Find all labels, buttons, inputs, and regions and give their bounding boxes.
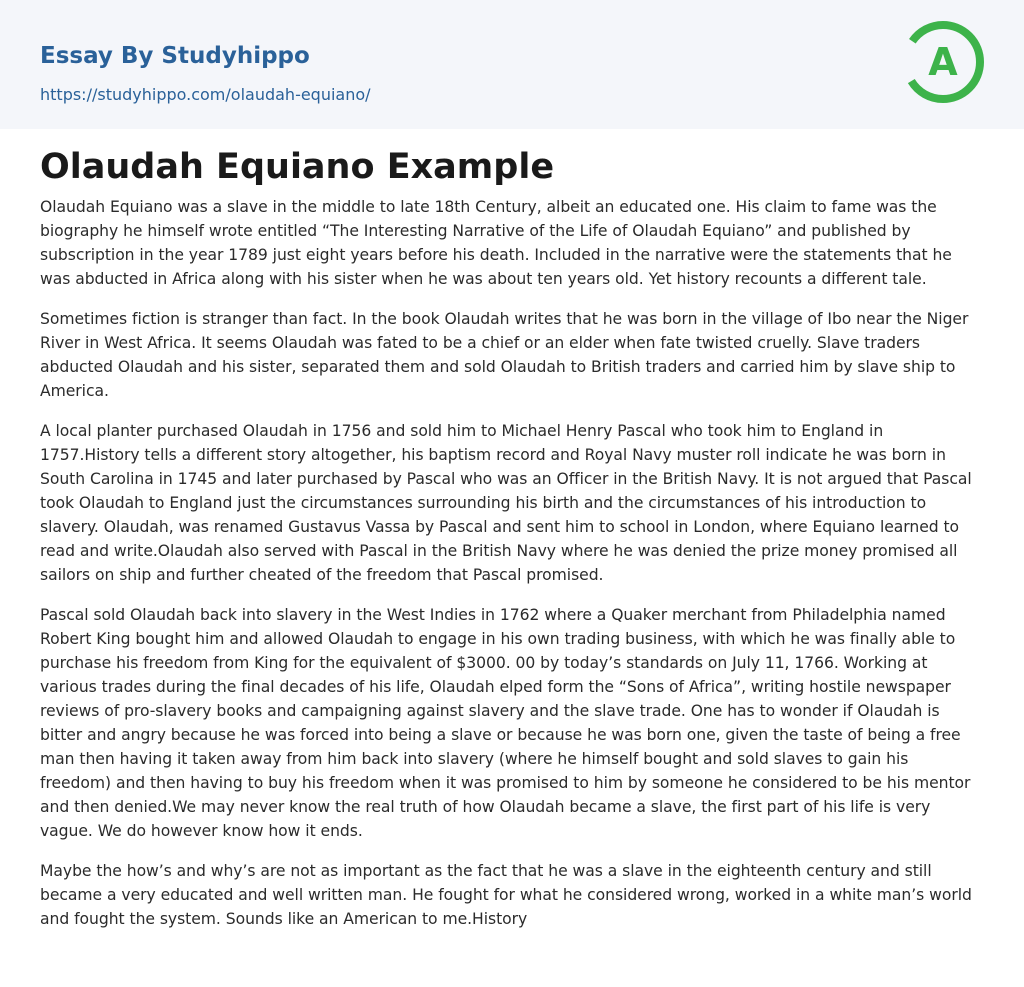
article-paragraph-1: Olaudah Equiano was a slave in the middle to late 18th Century, albeit an educated one. His claim to fame was the biography he himself wrote entitled “The Interesting Narrative of the Life of Olaudah Equiano” and published by subscription in the year 1789 just eight years before his death. Included in the narrative were the statements that he was abducted in Africa along with his sister when he was about ten years old. Yet history recounts a different tale. — [40, 198, 952, 288]
site-brand[interactable]: Essay By Studyhippo — [40, 43, 310, 69]
article — [0, 129, 1024, 931]
page-url-link[interactable]: https://studyhippo.com/olaudah-equiano/ — [40, 85, 371, 104]
article-title: Olaudah Equiano Example — [40, 147, 555, 187]
article-paragraph-2: Sometimes fiction is stranger than fact. In the book Olaudah writes that he was born in the village of Ibo near the Niger River in West Africa. It seems Olaudah was fated to be a chief or an elder when fate twisted cruelly. Slave traders abducted Olaudah and his sister, separated them and sold Olaudah to British traders and carried him by slave ship to America. — [40, 310, 969, 400]
site-header — [0, 0, 1024, 129]
article-paragraph-4: Pascal sold Olaudah back into slavery in the West Indies in 1762 where a Quaker merchant from Philadelphia named Robert King bought him and allowed Olaudah to engage in his own trading business, with which he was finally able to purchase his freedom from King for the equivalent of $3000. 00 by today’s standards on July 11, 1766. Working at various trades during the final decades of his life, Olaudah elped form the “Sons of Africa”, writing hostile newspaper reviews of pro-slavery books and campaigning against slavery and the slave trade. One has to wonder if Olaudah is bitter and angry because he was forced into being a slave or because he was born one, given the taste of being a free man then having it taken away from him back into slavery (where he himself bought and sold slaves to gain his freedom) and then having to buy his freedom when it was promised to him by someone he considered to be his mentor and then denied.We may never know the real truth of how Olaudah became a slave, the first part of his life is very vague. We do however know how it ends. — [40, 606, 971, 840]
studyhippo-logo-icon[interactable] — [900, 19, 986, 105]
article-paragraph-5: Maybe the how’s and why’s are not as important as the fact that he was a slave in the eighteenth century and still became a very educated and well written man. He fought for what he considered wrong, worked in a white man’s world and fought the system. Sounds like an American to me.History — [40, 862, 972, 928]
article-paragraph-3: A local planter purchased Olaudah in 1756 and sold him to Michael Henry Pascal who took him to England in 1757.History tells a different story altogether, his baptism record and Royal Navy muster roll indicate he was born in South Carolina in 1745 and later purchased by Pascal who was an Officer in the British Navy. It is not argued that Pascal took Olaudah to England just the circumstances surrounding his birth and the circumstances of his introduction to slavery. Olaudah, was renamed Gustavus Vassa by Pascal and sent him to school in London, where Equiano learned to read and write.Olaudah also served with Pascal in the British Navy where he was denied the prize money promised all sailors on ship and further cheated of the freedom that Pascal promised. — [40, 422, 972, 584]
logo-letter: A — [928, 40, 958, 84]
